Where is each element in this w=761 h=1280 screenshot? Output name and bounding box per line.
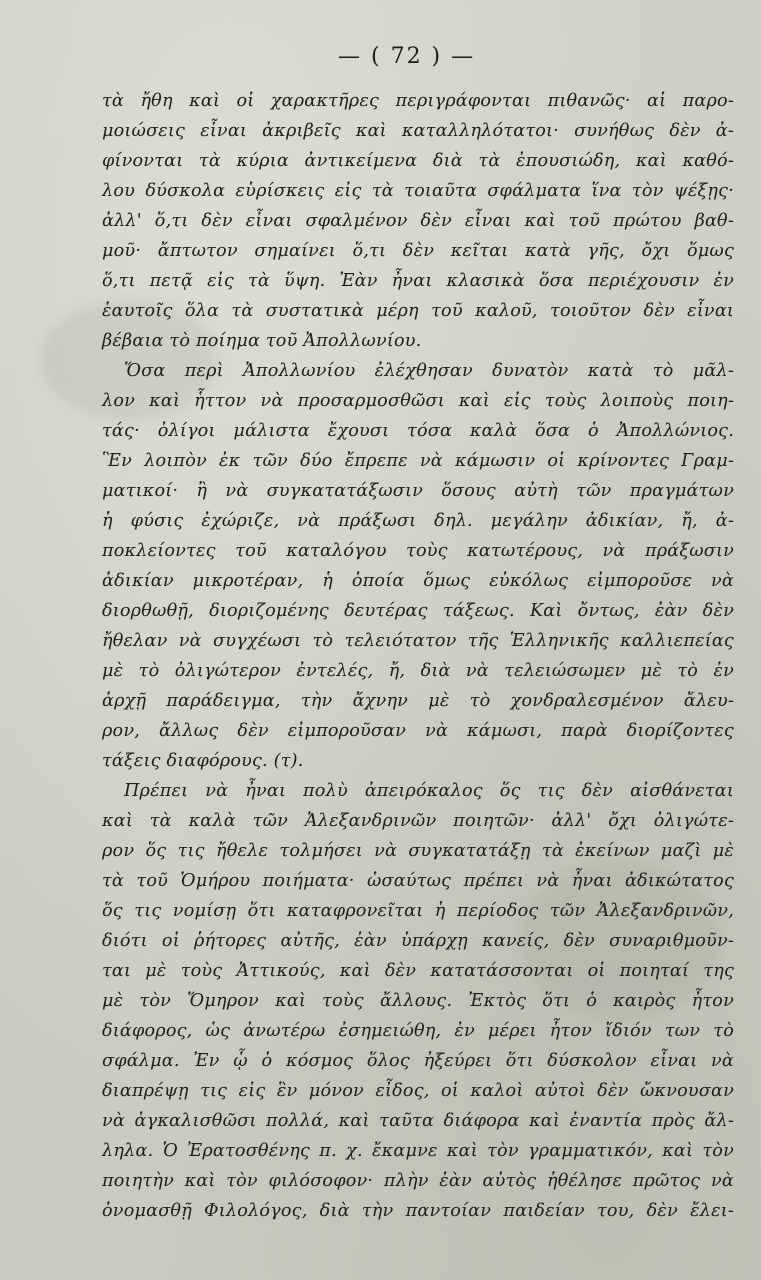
text-line: βέβαια τὸ ποίημα τοῦ Ἀπολλωνίου. xyxy=(102,331,422,351)
text-line: τάξεις διαφόρους. (τ). xyxy=(102,751,304,771)
text-line: διορθωθῇ, διοριζομένης δευτέρας τάξεως. Καὶ ὄντως, ἐὰν δὲν xyxy=(102,601,734,621)
text-line: σφάλμα. Ἐν ᾧ ὁ κόσμος ὅλος ἠξεύρει ὅτι δύσκολον εἶναι νὰ xyxy=(102,1051,734,1071)
page-header xyxy=(0,44,761,78)
paragraph-start-line: Ὅσα περὶ Ἀπολλωνίου ἐλέχθησαν δυνατὸν κατὰ τὸ μᾶλ- xyxy=(124,361,734,381)
text-line: ληλα. Ὁ Ἐρατοσθένης π. χ. ἔκαμνε καὶ τὸν γραμματικόν, καὶ τὸν xyxy=(102,1141,734,1161)
text-line: διότι οἱ ῥήτορες αὐτῆς, ἐὰν ὑπάρχῃ κανείς, δὲν συναριθμοῦν- xyxy=(102,931,734,951)
text-line: τὰ ἤθη καὶ οἱ χαρακτῆρες περιγράφονται πιθανῶς· αἱ παρο- xyxy=(102,91,734,111)
text-line: διαπρέψῃ τις εἰς ἓν μόνον εἶδος, οἱ καλοὶ αὐτοὶ δὲν ὤκνουσαν xyxy=(102,1081,734,1101)
text-line: ἤθελαν νὰ συγχέωσι τὸ τελειότατον τῆς Ἑλληνικῆς καλλιεπείας xyxy=(102,631,734,651)
text-line: ται μὲ τοὺς Ἀττικούς, καὶ δὲν κατατάσσονται οἱ ποιηταί της xyxy=(102,961,734,981)
text-line: Ἓν λοιπὸν ἐκ τῶν δύο ἔπρεπε νὰ κάμωσιν οἱ κρίνοντες Γραμ- xyxy=(102,451,734,471)
text-line: ὅς τις νομίσῃ ὅτι καταφρονεῖται ἡ περίοδος τῶν Ἀλεξανδρινῶν, xyxy=(102,901,734,921)
text-line: ὅ,τι πετᾷ εἰς τὰ ὕψη. Ἐὰν ἦναι κλασικὰ ὅσα περιέχουσιν ἐν xyxy=(102,271,734,291)
text-line: ρον ὅς τις ἤθελε τολμήσει νὰ συγκατατάξῃ τὰ ἐκείνων μαζὶ μὲ xyxy=(102,841,734,861)
text-line: μοῦ· ἄπτωτον σημαίνει ὅ,τι δὲν κεῖται κατὰ γῆς, ὄχι ὅμως xyxy=(102,241,734,261)
text-line: μὲ τὸν Ὅμηρον καὶ τοὺς ἄλλους. Ἐκτὸς ὅτι ὁ καιρὸς ἦτον xyxy=(102,991,734,1011)
text-line: ἡ φύσις ἐχώριζε, νὰ πράξωσι δηλ. μεγάλην ἀδικίαν, ἤ, ἀ- xyxy=(102,511,734,531)
text-line: νὰ ἀγκαλισθῶσι πολλά, καὶ ταῦτα διάφορα καὶ ἐναντία πρὸς ἄλ- xyxy=(102,1111,734,1131)
text-line: ἀρχῇ παράδειγμα, τὴν ἄχνην μὲ τὸ χονδραλεσμένον ἄλευ- xyxy=(102,691,734,711)
text-line: ἀλλ' ὅ,τι δὲν εἶναι σφαλμένον δὲν εἶναι καὶ τοῦ πρώτου βαθ- xyxy=(102,211,734,231)
text-line: ὀνομασθῇ Φιλολόγος, διὰ τὴν παντοίαν παιδείαν του, δὲν ἔλει- xyxy=(102,1201,734,1221)
text-line: τάς· ὀλίγοι μάλιστα ἔχουσι τόσα καλὰ ὅσα ὁ Ἀπολλώνιος. xyxy=(102,421,734,441)
text-line: διάφορος, ὡς ἀνωτέρω ἐσημειώθη, ἐν μέρει ἦτον ἴδιόν των τὸ xyxy=(102,1021,734,1041)
text-line: μοιώσεις εἶναι ἀκριβεῖς καὶ καταλληλότατοι· συνήθως δὲν ἀ- xyxy=(102,121,734,141)
text-line: ματικοί· ἢ νὰ συγκατατάξωσιν ὅσους αὐτὴ τῶν πραγμάτων xyxy=(102,481,734,501)
page-number: — ( 72 ) — xyxy=(338,44,476,69)
text-line: λου δύσκολα εὑρίσκεις εἰς τὰ τοιαῦτα σφάλματα ἵνα τὸν ψέξῃς· xyxy=(102,181,734,201)
text-line: τὰ τοῦ Ὁμήρου ποιήματα· ὡσαύτως πρέπει νὰ ἦναι ἀδικώτατος xyxy=(102,871,734,891)
text-line: ποιητὴν καὶ τὸν φιλόσοφον· πλὴν ἐὰν αὐτὸς ἠθέλησε πρῶτος νὰ xyxy=(102,1171,734,1191)
body-text xyxy=(102,86,734,1226)
text-line: μὲ τὸ ὀλιγώτερον ἐντελές, ἤ, διὰ νὰ τελειώσωμεν μὲ τὸ ἐν xyxy=(102,661,734,681)
text-line: λον καὶ ἧττον νὰ προσαρμοσθῶσι καὶ εἰς τοὺς λοιποὺς ποιη- xyxy=(102,391,734,411)
text-line: ἀδικίαν μικροτέραν, ἡ ὁποία ὅμως εὐκόλως εἰμποροῦσε νὰ xyxy=(102,571,734,591)
paragraph-start-line: Πρέπει νὰ ἦναι πολὺ ἀπειρόκαλος ὅς τις δὲν αἰσθάνεται xyxy=(124,781,734,801)
text-line: ποκλείοντες τοῦ καταλόγου τοὺς κατωτέρους, νὰ πράξωσιν xyxy=(102,541,734,561)
text-line: ρον, ἄλλως δὲν εἰμποροῦσαν νὰ κάμωσι, παρὰ διορίζοντες xyxy=(102,721,734,741)
text-line: φίνονται τὰ κύρια ἀντικείμενα διὰ τὰ ἐπουσιώδη, καὶ καθό- xyxy=(102,151,734,171)
text-line: καὶ τὰ καλὰ τῶν Ἀλεξανδρινῶν ποιητῶν· ἀλλ' ὄχι ὀλιγώτε- xyxy=(102,811,734,831)
text-line: ἑαυτοῖς ὅλα τὰ συστατικὰ μέρη τοῦ καλοῦ, τοιοῦτον δὲν εἶναι xyxy=(102,301,734,321)
